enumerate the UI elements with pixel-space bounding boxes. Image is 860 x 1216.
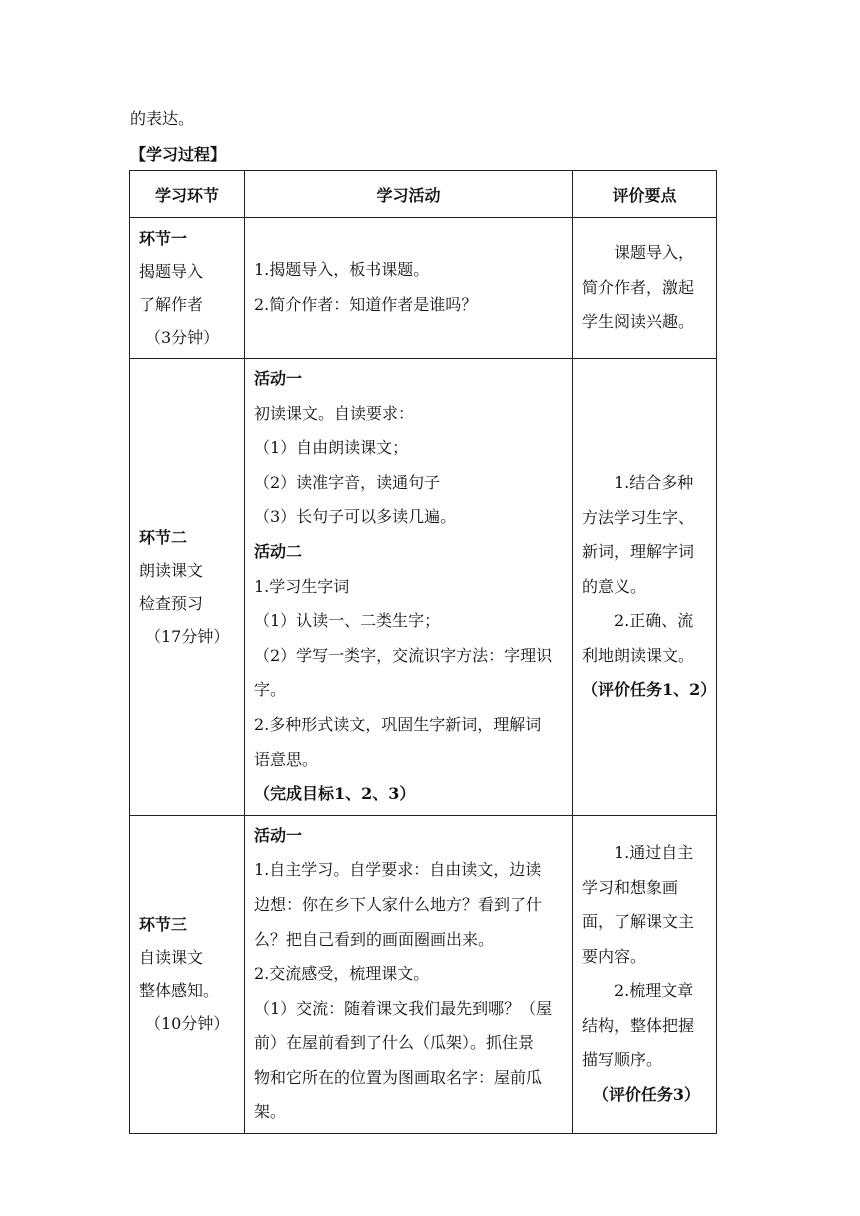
stage-line: 揭题导入 <box>139 262 204 281</box>
activity-line: 2.交流感受，梳理课文。 <box>254 964 430 984</box>
stage-name: 环节一 <box>139 229 188 248</box>
stage-line: 整体感知。 <box>139 981 220 1001</box>
evaluation-task: （评价任务3） <box>592 1084 701 1104</box>
evaluation-line: 要内容。 <box>582 946 647 966</box>
evaluation-line: 描写顺序。 <box>582 1050 663 1070</box>
activity-cell <box>245 359 573 816</box>
activity-heading: 活动一 <box>254 825 303 845</box>
stage-line: 朗读课文 <box>139 560 204 580</box>
evaluation-line: 1.通过自主 <box>614 843 694 863</box>
evaluation-line: 2.正确、流 <box>614 611 694 631</box>
stage-line: 了解作者 <box>139 295 204 314</box>
stage-time: （10分钟） <box>145 1014 230 1034</box>
activity-line: 边想：你在乡下人家什么地方？看到了什 <box>254 894 543 914</box>
header-evaluation: 评价要点 <box>573 171 717 218</box>
evaluation-line: 面，了解课文主 <box>582 912 695 932</box>
evaluation-line: 2.梳理文章 <box>614 981 694 1001</box>
table-row <box>130 218 717 359</box>
activity-cell <box>245 815 573 1133</box>
activity-line: （3）长句子可以多读几遍。 <box>254 507 457 527</box>
header-activity: 学习活动 <box>245 171 573 218</box>
evaluation-line: 简介作者，激起 <box>582 277 695 297</box>
stage-cell <box>130 815 245 1133</box>
activity-line: 1.揭题导入，板书课题。 <box>254 260 430 280</box>
stage-cell <box>130 359 245 816</box>
evaluation-cell <box>573 815 717 1133</box>
stage-time: （17分钟） <box>145 626 230 646</box>
stage-line: 检查预习 <box>139 593 204 613</box>
evaluation-line: 学习和想象画 <box>582 877 679 897</box>
evaluation-line: 结构，整体把握 <box>582 1015 695 1035</box>
activity-line: （2）读准字音，读通句子 <box>254 472 441 492</box>
stage-name: 环节二 <box>139 527 188 547</box>
activity-heading: 活动二 <box>254 541 303 561</box>
evaluation-line: 的意义。 <box>582 576 647 596</box>
activity-line: （1）交流：随着课文我们最先到哪？（屋 <box>254 998 553 1018</box>
activity-line: 前）在屋前看到了什么（瓜架）。抓住景 <box>254 1033 535 1053</box>
stage-time: （3分钟） <box>145 328 220 347</box>
evaluation-line: 1.结合多种 <box>614 473 694 493</box>
evaluation-task: （评价任务1、2） <box>582 680 717 700</box>
evaluation-line: 新词，理解字词 <box>582 542 695 562</box>
activity-heading: 活动一 <box>254 369 303 388</box>
activity-cell <box>245 218 573 359</box>
activity-line: 么？把自己看到的画面圈画出来。 <box>254 929 495 949</box>
evaluation-line: 方法学习生字、 <box>582 507 695 527</box>
header-stage: 学习环节 <box>130 171 245 218</box>
section-title: 【学习过程】 <box>130 145 227 164</box>
evaluation-cell <box>573 359 717 816</box>
activity-line: 2.简介作者：知道作者是谁吗？ <box>254 295 478 314</box>
stage-name: 环节三 <box>139 915 188 935</box>
stage-cell <box>130 218 245 359</box>
evaluation-line: 学生阅读兴趣。 <box>582 312 695 332</box>
table-row <box>130 359 717 816</box>
table-header-row <box>130 171 717 218</box>
activity-line: 物和它所在的位置为图画取名字：屋前瓜 <box>254 1067 543 1087</box>
activity-line: （2）学写一类字，交流识字方法：字理识 <box>254 645 553 665</box>
activity-line: 1.学习生字词 <box>254 576 350 596</box>
evaluation-cell <box>573 218 717 359</box>
activity-line: （1）自由朗读课文； <box>254 438 409 458</box>
intro-text: 的表达。 <box>130 109 195 128</box>
activity-line: 语意思。 <box>254 749 319 769</box>
evaluation-line: 课题导入， <box>614 243 695 263</box>
activity-line: 1.自主学习。自学要求：自由读文，边读 <box>254 860 542 880</box>
activity-line: 架。 <box>254 1102 287 1122</box>
activity-goal: （完成目标1、2、3） <box>254 784 416 804</box>
activity-line: （1）认读一、二类生字； <box>254 611 441 631</box>
evaluation-line: 利地朗读课文。 <box>582 645 695 665</box>
activity-line: 2.多种形式读文，巩固生字新词，理解词 <box>254 714 542 734</box>
table-row <box>130 815 717 1133</box>
activity-line: 字。 <box>254 680 287 700</box>
lesson-process-table <box>129 170 717 1134</box>
activity-line: 初读课文。自读要求： <box>254 403 415 423</box>
stage-line: 自读课文 <box>139 948 204 968</box>
